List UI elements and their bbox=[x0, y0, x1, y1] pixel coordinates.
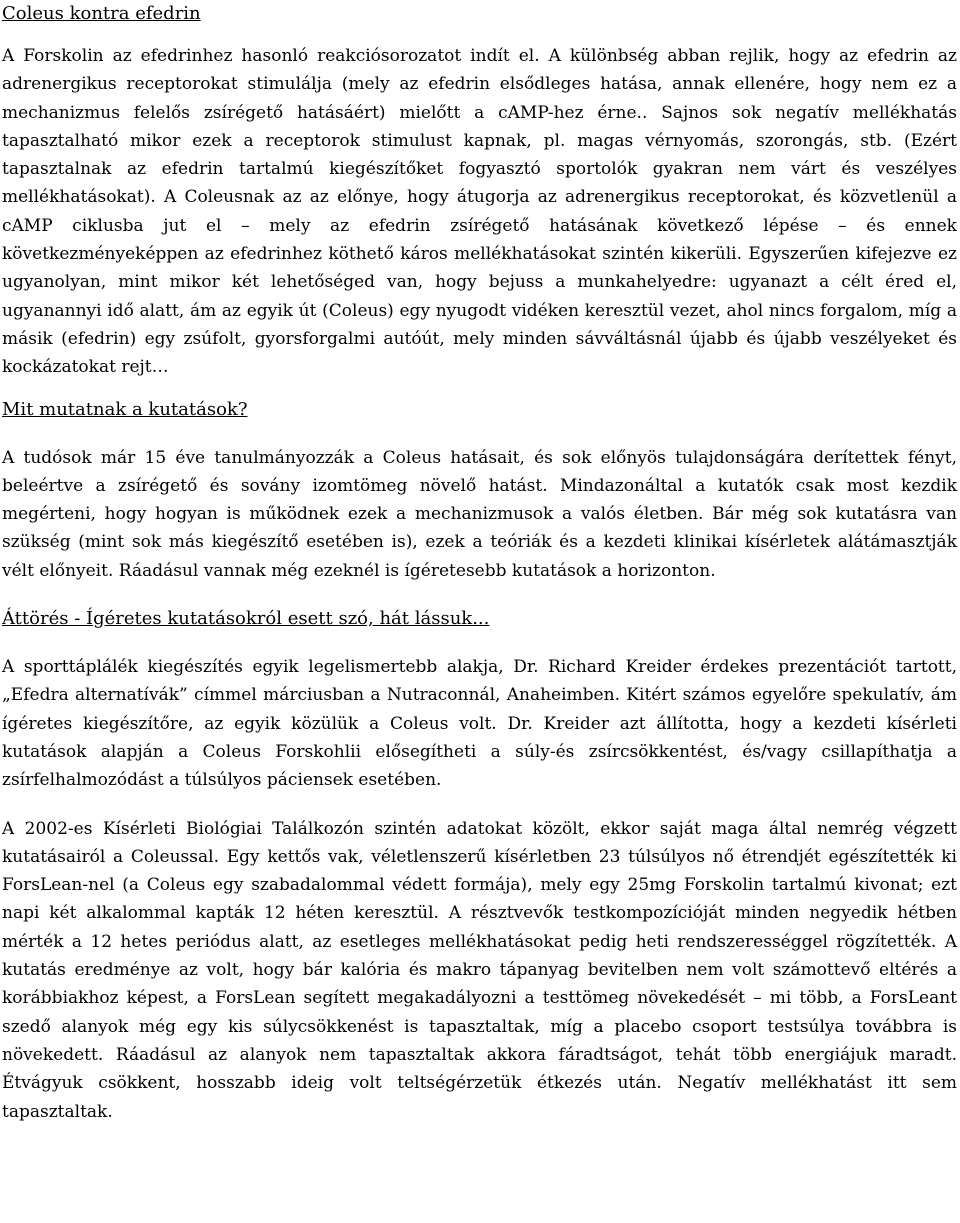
paragraph-forslean-study: A 2002-es Kísérleti Biológiai Találkozón szintén adatokat közölt, ekkor saját maga által nemrég végzett kutatásairól a Coleussal. Egy kettős vak, véletlenszerű kísérletben 23 túlsúlyos nő étrendjét egészítették ki ForsLean-nel (a Coleus egy szabadalommal védett formája), mely egy 25mg Forskolin tartalmú kivonat; ezt napi két alkalommal kapták 12 héten keresztül. A résztvevők testkompozícióját minden negyedik hétben mérték a 12 hetes periódus alatt, az esetleges mellékhatásokat pedig heti rendszerességgel rögzítették. A kutatás eredménye az volt, hogy bár kalória és makro tápanyag bevitelben nem volt számottevő eltérés a korábbiakhoz képest, a ForsLean segített megakadályozni a testtömeg növekedését – mi több, a ForsLeant szedő alanyok még egy kis súlycsökkenést is tapasztaltak, míg a placebo csoport testsúlya továbbra is növekedett. Ráadásul az alanyok nem tapasztaltak akkora fáradtságot, tehát több energiájuk maradt. Étvágyuk csökkent, hosszabb ideig volt teltségérzetük étkezés után. Negatív mellékhatást itt sem tapasztaltak. bbox=[2, 818, 957, 1122]
paragraph-kreider-presentation: A sporttáplálék kiegészítés egyik legelismertebb alakja, Dr. Richard Kreider érdekes prezentációt tartott, „Efedra alternatívák” címmel márciusban a Nutraconnál, Anaheimben. Kitért számos egyelőre spekulatív, ám ígéretes kiegészítőre, az egyik közülük a Coleus volt. Dr. Kreider azt állította, hogy a kezdeti kísérleti kutatások alapján a Coleus Forskohlii elősegítheti a súly-és zsírcsökkentést, és/vagy csillapíthatja a zsírfelhalmozódást a túlsúlyos páciensek esetében. bbox=[2, 657, 957, 791]
heading-research: Mit mutatnak a kutatások? bbox=[2, 398, 248, 420]
heading-coleus-vs-ephedrine: Coleus kontra efedrin bbox=[2, 3, 201, 24]
heading-breakthrough: Áttörés - Ígéretes kutatásokról esett szó, hát lássuk... bbox=[2, 608, 490, 630]
paragraph-research: A tudósok már 15 éve tanulmányozzák a Coleus hatásait, és sok előnyös tulajdonságára derítettek fényt, beleértve a zsírégető és sovány izomtömeg növelő hatást. Mindazonáltal a kutatók csak most kezdik megérteni, hogy hogyan is működnek ezek a mechanizmusok a valós életben. Bár még sok kutatásra van szükség (mint sok más kiegészítő esetében is), ezek a teóriák és a kezdeti klinikai kísérletek alátámasztják vélt előnyeit. Ráadásul vannak még ezeknél is ígéretesebb kutatások a horizonton. bbox=[2, 447, 957, 581]
paragraph-mechanism: A Forskolin az efedrinhez hasonló reakciósorozatot indít el. A különbség abban rejlik, hogy az efedrin az adrenergikus receptorokat stimulálja (mely az efedrin elsődleges hatása, annak ellenére, hogy nem ez a mechanizmus felelős zsírégető hatásáért) mielőtt a cAMP-hez érne.. Sajnos sok negatív mellékhatás tapasztalható mikor ezek a receptorok stimulust kapnak, pl. magas vérnyomás, szorongás, stb. (Ezért tapasztalnak az efedrin tartalmú kiegészítőket fogyasztó sportolók gyakran nem várt és veszélyes mellékhatásokat). A Coleusnak az az előnye, hogy átugorja az adrenergikus receptorokat, és közvetlenül a cAMP ciklusba jut el – mely az efedrin zsírégető hatásának következő lépése – és ennek következményeképpen az efedrinhez köthető káros mellékhatásokat szintén kikerüli. Egyszerűen kifejezve ez ugyanolyan, mint mikor két lehetőséged van, hogy bejuss a munkahelyedre: ugyanazt a célt éred el, ugyanannyi idő alatt, ám az egyik út (Coleus) egy nyugodt vidéken keresztül vezet, ahol nincs forgalom, míg a másik (efedrin) egy zsúfolt, gyorsforgalmi autóút, mely minden sávváltásnál újabb és újabb veszélyeket és kockázatokat rejt… bbox=[2, 46, 957, 378]
